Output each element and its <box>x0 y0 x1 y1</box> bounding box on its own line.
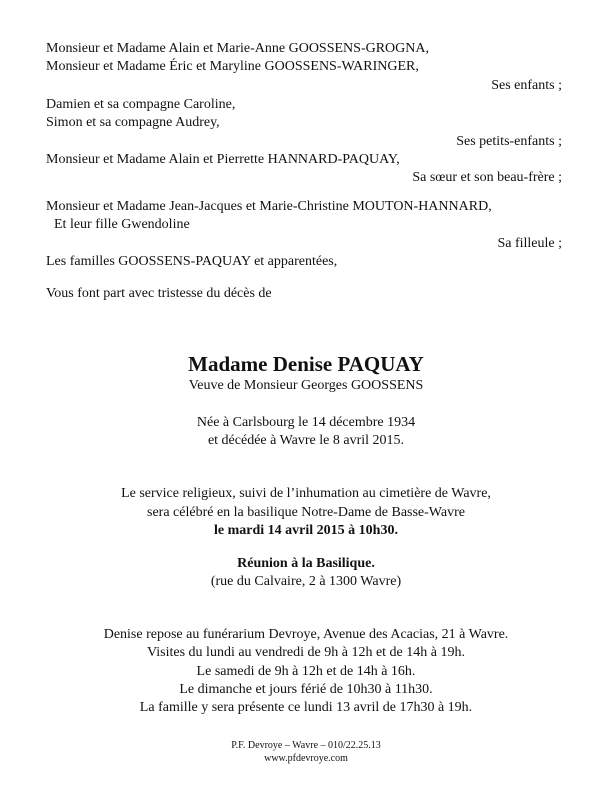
visit-line: Le samedi de 9h à 12h et de 14h à 16h. <box>196 664 416 679</box>
deceased-name: Madame Denise PAQUAY <box>188 352 424 376</box>
funeral-home-contact: P.F. Devroye – Wavre – 010/22.25.13 <box>231 740 381 751</box>
service-datetime: le mardi 14 avril 2015 à 10h30. <box>214 523 398 538</box>
service-line: sera célébré en la basilique Notre-Dame de Basse-Wavre <box>147 505 465 520</box>
death-info: et décédée à Wavre le 8 avril 2015. <box>207 433 405 448</box>
service-line: Le service religieux, suivi de l’inhumation au cimetière de Wavre, <box>121 486 491 501</box>
family-line: Les familles GOOSSENS-PAQUAY et apparentées, <box>46 254 338 269</box>
family-line: Et leur fille Gwendoline <box>54 217 190 232</box>
family-line: Damien et sa compagne Caroline, <box>46 97 236 112</box>
family-line: Monsieur et Madame Éric et Maryline GOOSSENS-WARINGER, <box>46 59 419 74</box>
widow-of: Veuve de Monsieur Georges GOOSSENS <box>188 378 424 393</box>
announcement-line: Vous font part avec tristesse du décès de <box>46 286 272 301</box>
visit-line: La famille y sera présente ce lundi 13 avril de 17h30 à 19h. <box>139 700 473 715</box>
family-line: Simon et sa compagne Audrey, <box>46 115 220 130</box>
relation-label: Sa sœur et son beau-frère ; <box>412 170 562 185</box>
birth-info: Née à Carlsbourg le 14 décembre 1934 <box>196 415 416 430</box>
relation-label: Ses petits-enfants ; <box>456 134 562 149</box>
family-line: Monsieur et Madame Alain et Marie-Anne GOOSSENS-GROGNA, <box>46 41 429 56</box>
visit-line: Le dimanche et jours férié de 10h30 à 11h30. <box>179 682 433 697</box>
meeting-address: (rue du Calvaire, 2 à 1300 Wavre) <box>210 574 402 589</box>
relation-label: Sa filleule ; <box>497 236 562 251</box>
family-line: Monsieur et Madame Jean-Jacques et Marie-Christine MOUTON-HANNARD, <box>46 199 492 214</box>
visit-line: Denise repose au funérarium Devroye, Avenue des Acacias, 21 à Wavre. <box>103 627 509 642</box>
website-text: www.pfdevroye.com <box>264 753 348 764</box>
family-line: Monsieur et Madame Alain et Pierrette HANNARD-PAQUAY, <box>46 152 400 167</box>
meeting-title: Réunion à la Basilique. <box>237 556 375 571</box>
visit-line: Visites du lundi au vendredi de 9h à 12h et de 14h à 19h. <box>147 645 465 660</box>
relation-label: Ses enfants ; <box>491 78 562 93</box>
